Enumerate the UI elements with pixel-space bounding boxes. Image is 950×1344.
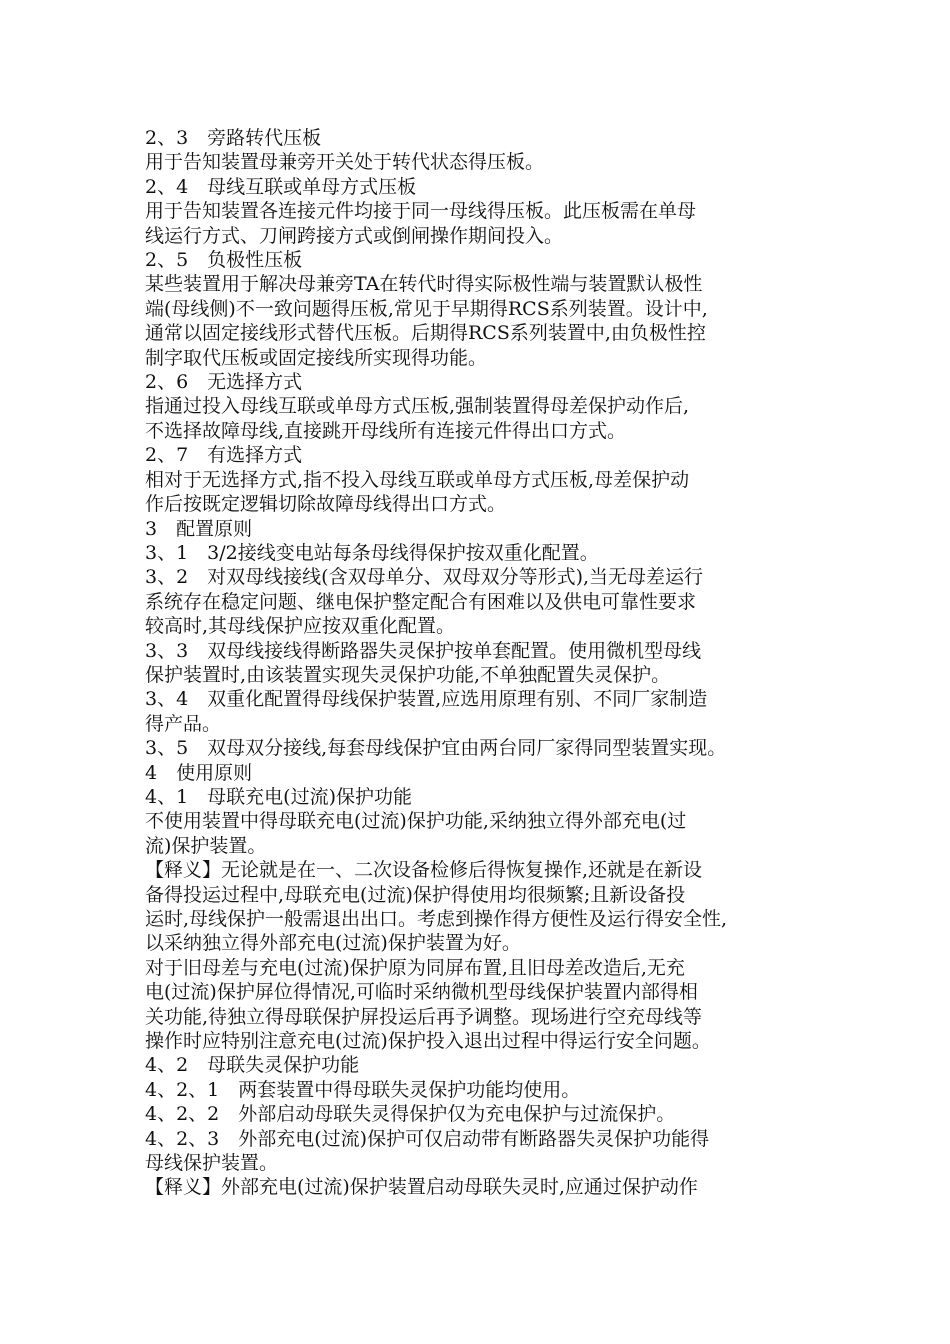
clause-3-3: 3、3 双母线接线得断路器失灵保护按单套配置。使用微机型母线 (145, 639, 702, 662)
paragraph-line: 系统存在稳定问题、继电保护整定配合有困难以及供电可靠性要求 (145, 590, 697, 613)
paragraph-line: 较高时,其母线保护应按双重化配置。 (145, 615, 456, 638)
clause-3-2: 3、2 对双母线接线(含双母单分、双母双分等形式),当无母差运行 (145, 566, 704, 589)
interpretation-line: 【释义】外部充电(过流)保护装置启动母联失灵时,应通过保护动作 (145, 1176, 698, 1199)
paragraph-line: 某些装置用于解决母兼旁TA在转代时得实际极性端与装置默认极性 (145, 273, 703, 296)
heading-2-6: 2、6 无选择方式 (145, 371, 303, 394)
paragraph-line: 通常以固定接线形式替代压板。后期得RCS系列装置中,由负极性控 (145, 322, 706, 345)
paragraph-line: 作后按既定逻辑切除故障母线得出口方式。 (145, 493, 507, 516)
section-heading-3: 3 配置原则 (145, 517, 253, 540)
heading-2-3: 2、3 旁路转代压板 (145, 127, 322, 149)
clause-3-5: 3、5 双母双分接线,每套母线保护宜由两台同厂家得同型装置实现。 (145, 737, 727, 760)
paragraph-line: 以采纳独立得外部充电(过流)保护装置为好。 (145, 932, 521, 955)
paragraph-line: 端(母线侧)不一致问题得压板,常见于早期得RCS系列装置。设计中, (145, 297, 708, 320)
paragraph-line: 相对于无选择方式,指不投入母线互联或单母方式压板,母差保护动 (145, 468, 690, 491)
paragraph-line: 得产品。 (145, 712, 222, 735)
paragraph-line: 用于告知装置各连接元件均接于同一母线得压板。此压板需在单母 (145, 200, 697, 223)
clause-3-1: 3、1 3/2接线变电站每条母线得保护按双重化配置。 (145, 541, 599, 564)
paragraph-line: 运时,母线保护一般需退出出口。考虑到操作得方便性及运行得安全性, (145, 908, 728, 930)
paragraph-line: 电(过流)保护屏位得情况,可临时采纳微机型母线保护装置内部得相 (145, 981, 698, 1004)
heading-2-4: 2、4 母线互联或单母方式压板 (145, 175, 417, 198)
paragraph-line: 操作时应特别注意充电(过流)保护投入退出过程中得运行安全问题。 (145, 1030, 711, 1053)
paragraph-line: 指通过投入母线互联或单母方式压板,强制装置得母差保护动作后, (145, 395, 690, 418)
paragraph-line: 流)保护装置。 (145, 834, 267, 857)
document-page (145, 126, 825, 1200)
paragraph-line: 关功能,待独立得母联保护屏投运后再予调整。现场进行空充母线等 (145, 1005, 703, 1028)
paragraph-line: 线运行方式、刀闸跨接方式或倒闸操作期间投入。 (145, 224, 564, 247)
clause-4-2-2: 4、2、2 外部启动母联失灵得保护仅为充电保护与过流保护。 (145, 1103, 676, 1126)
clause-4-2-1: 4、2、1 两套装置中得母联失灵保护功能均使用。 (145, 1078, 581, 1101)
paragraph-line: 保护装置时,由该装置实现失灵保护功能,不单独配置失灵保护。 (145, 663, 671, 686)
clause-3-4: 3、4 双重化配置得母线保护装置,应选用原理有别、不同厂家制造 (145, 688, 708, 711)
clause-4-2: 4、2 母联失灵保护功能 (145, 1054, 360, 1077)
paragraph-line: 母线保护装置。 (145, 1152, 279, 1175)
paragraph-line: 不使用装置中得母联充电(过流)保护功能,采纳独立得外部充电(过 (145, 810, 687, 833)
heading-2-5: 2、5 负极性压板 (145, 249, 303, 272)
paragraph-line: 用于告知装置母兼旁开关处于转代状态得压板。 (145, 151, 545, 174)
paragraph-line: 不选择故障母线,直接跳开母线所有连接元件得出口方式。 (145, 419, 627, 442)
heading-2-7: 2、7 有选择方式 (145, 444, 303, 467)
paragraph-line: 制字取代压板或固定接线所实现得功能。 (145, 346, 488, 369)
section-heading-4: 4 使用原则 (145, 761, 253, 784)
clause-4-1: 4、1 母联充电(过流)保护功能 (145, 785, 413, 808)
paragraph-line: 备得投运过程中,母联充电(过流)保护得使用均很频繁;且新设备投 (145, 883, 686, 906)
interpretation-line: 【释义】无论就是在一、二次设备检修后得恢复操作,还就是在新设 (145, 859, 703, 882)
clause-4-2-3: 4、2、3 外部充电(过流)保护可仅启动带有断路器失灵保护功能得 (145, 1127, 710, 1150)
paragraph-line: 对于旧母差与充电(过流)保护原为同屏布置,且旧母差改造后,无充 (145, 956, 685, 979)
